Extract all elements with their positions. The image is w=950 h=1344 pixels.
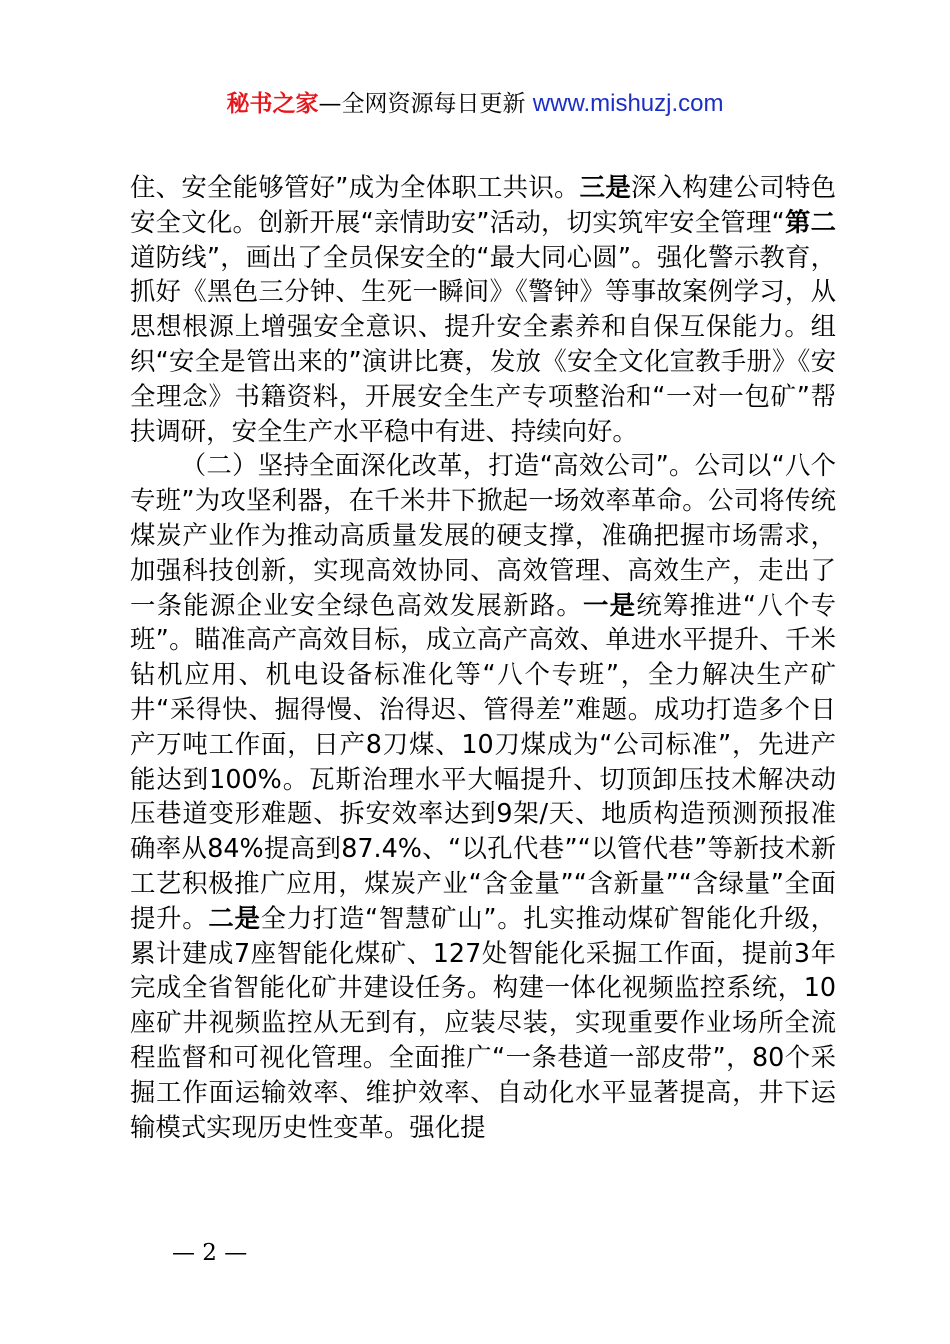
text-run: 道防线”，画出了全员保安全的“最大同心圆”。强化警示教育，抓好《黑色三分钟、生死一瞬间》《警钟》等事故案例学习，从思想根源上增强安全意识、提升安全素养和自保互保能力。组织“安全是管出来的”演讲比赛，发放《安全文化宣教手册》《安全理念》书籍资料，开展安全生产专项整治和“一对一包矿”帮扶调研，安全生产水平稳中有进、持续向好。 xyxy=(130,241,836,446)
site-brand: 秘书之家 xyxy=(226,91,319,117)
text-run: 住、安全能够管好”成为全体职工共识。 xyxy=(130,172,580,202)
emphasis-run: 二是 xyxy=(208,902,261,933)
paragraph-reform xyxy=(130,448,836,1144)
document-body xyxy=(130,170,836,1144)
text-run: （二）坚持全面深化改革，打造“高效公司”。公司以“八个专班”为攻坚利器，在千米井下掀起一场效率革命。公司将传统煤炭产业作为推动高质量发展的硬支撑，准确把握市场需求，加强科技创新，实现高效协同、高效管理、高效生产，走出了一条能源企业安全绿色高效发展新路。 xyxy=(130,450,836,620)
text-run: 统筹推进“八个专班”。瞄准高产高效目标，成立高产高效、单进水平提升、千米钻机应用、机电设备标准化等“八个专班”，全力解决生产矿井“采得快、掘得慢、治得迟、管得差”难题。成功打造多个日产万吨工作面，日产8刀煤、10刀煤成为“公司标准”，先进产能达到100%。瓦斯治理水平大幅提升、切顶卸压技术解决动压巷道变形难题、拆安效率达到9架/天、地质构造预测预报准确率从84%提高到87.4%、“以孔代巷”“以管代巷”等新技术新工艺积极推广应用，煤炭产业“含金量”“含新量”“含绿量”全面提升。 xyxy=(130,589,837,933)
site-url-link[interactable]: www.mishuzj.com xyxy=(532,90,724,117)
paragraph-safety-culture xyxy=(130,170,836,448)
emphasis-run: 三是 xyxy=(579,172,631,202)
text-run: 全力打造“智慧矿山”。扎实推动煤矿智能化升级，累计建成7座智能化煤矿、127处智能化采掘工作面，提前3年完成全省智能化矿井建设任务。构建一体化视频监控系统，10座矿井视频监控从无到有，应装尽装，实现重要作业场所全流程监督和可视化管理。全面推广“一条巷道一部皮带”，80个采掘工作面运输效率、维护效率、自动化水平显著提高，井下运输模式实现历史性变革。强化提 xyxy=(130,902,837,1142)
page-number: — 2 — xyxy=(172,1240,248,1266)
page-header xyxy=(0,86,950,122)
emphasis-run: 一是 xyxy=(583,589,637,620)
site-tagline: —全网资源每日更新 xyxy=(318,91,533,117)
text-run: 深入构建公司特色安全文化。创新开展“亲情助安”活动，切实筑牢安全管理“ xyxy=(130,172,837,237)
emphasis-run: 第二 xyxy=(784,206,837,237)
